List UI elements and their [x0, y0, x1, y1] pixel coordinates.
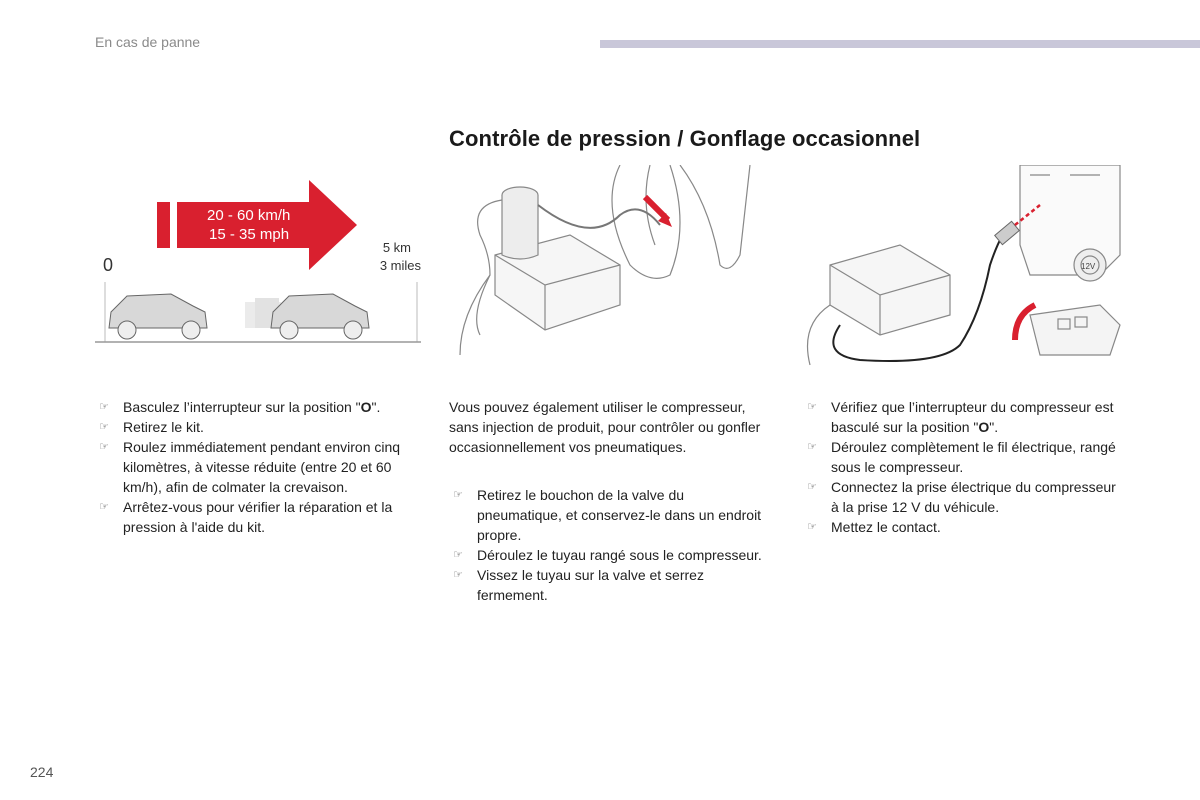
list-item: ☞ Roulez immédiatement pendant environ cinq kilomètres, à vitesse réduite (entre 20 et 60 km/h), afin de colmater la crevaison.: [95, 437, 415, 497]
middle-bullet-list: [449, 485, 769, 605]
middle-column-text: [449, 397, 769, 605]
pointing-hand-icon: ☞: [807, 521, 817, 533]
right-column-text: [803, 397, 1123, 537]
list-item: ☞ Basculez l’interrupteur sur la position "O".: [95, 397, 415, 417]
page-heading: Contrôle de pression / Gonflage occasionnel: [449, 126, 921, 151]
pointing-hand-icon: ☞: [453, 569, 463, 581]
header-bar: [600, 40, 1200, 48]
socket-12v-label: 12V: [1081, 262, 1096, 271]
pointing-hand-icon: ☞: [807, 481, 817, 493]
distance-miles-label: 3 miles: [379, 258, 421, 273]
list-item: ☞ Déroulez le tuyau rangé sous le compresseur.: [449, 545, 769, 565]
pointing-hand-icon: ☞: [453, 549, 463, 561]
list-item: ☞ Retirez le bouchon de la valve du pneumatique, et conservez-le dans un endroit propre.: [449, 485, 769, 545]
list-item: ☞ Mettez le contact.: [803, 517, 1123, 537]
speed-distance-illustration: [95, 180, 425, 350]
car-icon: [109, 294, 207, 339]
speed-stripe-2: [177, 202, 199, 248]
car-icon: [271, 294, 369, 339]
start-distance-label: 0: [103, 255, 114, 275]
list-item: ☞ Vérifiez que l’interrupteur du compresseur est basculé sur la position "O".: [803, 397, 1123, 437]
pointing-hand-icon: ☞: [807, 441, 817, 453]
pointing-hand-icon: ☞: [807, 401, 817, 413]
list-item: ☞ Arrêtez-vous pour vérifier la réparation et la pression à l'aide du kit.: [95, 497, 415, 537]
section-title: En cas de panne: [95, 34, 201, 50]
right-bullet-list: [803, 397, 1123, 537]
page-number: 224: [30, 764, 54, 780]
distance-km-label: 5 km: [382, 240, 411, 255]
pointing-hand-icon: ☞: [453, 489, 463, 501]
left-bullet-list: [95, 397, 415, 537]
list-item: ☞ Déroulez complètement le fil électrique, rangé sous le compresseur.: [803, 437, 1123, 477]
compressor-socket-illustration: [800, 165, 1130, 380]
speed-mph-label: 15 - 35 mph: [209, 226, 290, 243]
compressor-tyre-illustration: [450, 165, 780, 365]
list-item: ☞ Retirez le kit.: [95, 417, 415, 437]
list-item: ☞ Connectez la prise électrique du compresseur à la prise 12 V du véhicule.: [803, 477, 1123, 517]
pointing-hand-icon: ☞: [99, 421, 109, 433]
list-item: ☞ Vissez le tuyau sur la valve et serrez fermement.: [449, 565, 769, 605]
pointing-hand-icon: ☞: [99, 401, 109, 413]
pointing-hand-icon: ☞: [99, 441, 109, 453]
cars-on-road-illustration: [95, 278, 425, 348]
speed-stripe-1: [157, 202, 170, 248]
pointing-hand-icon: ☞: [99, 501, 109, 513]
intro-paragraph: Vous pouvez également utiliser le compresseur, sans injection de produit, pour contrôler ou gonfler occasionnellement vos pneumatiques.: [449, 399, 761, 455]
speed-kmh-label: 20 - 60 km/h: [207, 207, 291, 224]
left-column-text: [95, 397, 415, 537]
